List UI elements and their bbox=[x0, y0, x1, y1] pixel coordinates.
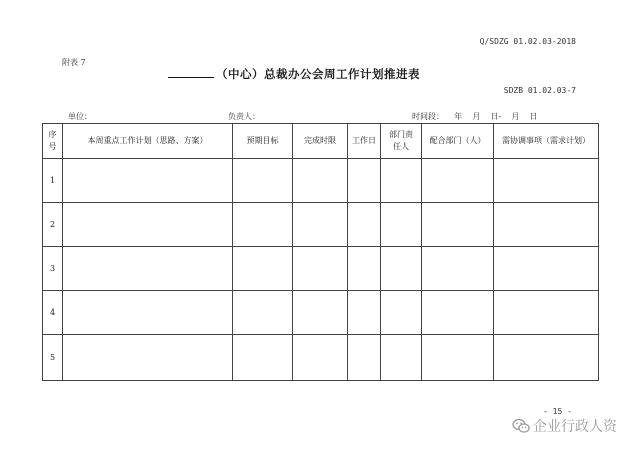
target-cell[interactable] bbox=[233, 159, 293, 203]
deadline-cell[interactable] bbox=[293, 203, 348, 247]
workday-cell[interactable] bbox=[348, 335, 381, 381]
plan-cell[interactable] bbox=[63, 335, 233, 381]
table-row bbox=[43, 247, 599, 291]
column-header-seq: 序号 bbox=[43, 124, 63, 159]
wechat-watermark bbox=[512, 416, 617, 436]
table-row bbox=[43, 159, 599, 203]
unit-label: 单位： bbox=[68, 112, 92, 121]
row-number: 2 bbox=[43, 203, 63, 247]
column-header-cooperating: 配合部门（人） bbox=[422, 124, 494, 159]
column-header-coordination: 需协调事项（需求计划） bbox=[494, 124, 599, 159]
column-header-workday: 工作日 bbox=[348, 124, 381, 159]
coordination-cell[interactable] bbox=[494, 159, 599, 203]
plan-cell[interactable] bbox=[63, 291, 233, 335]
column-header-plan: 本周重点工作计划（思路、方案） bbox=[63, 124, 233, 159]
period-label: 时间段： 年 月 日- 月 日 bbox=[412, 112, 538, 121]
cooperating-cell[interactable] bbox=[422, 247, 494, 291]
row-number: 4 bbox=[43, 291, 63, 335]
form-title-text: （中心）总裁办公会周工作计划推进表 bbox=[216, 67, 420, 81]
coordination-cell[interactable] bbox=[494, 247, 599, 291]
form-title bbox=[168, 66, 420, 82]
workday-cell[interactable] bbox=[348, 247, 381, 291]
cooperating-cell[interactable] bbox=[422, 291, 494, 335]
coordination-cell[interactable] bbox=[494, 291, 599, 335]
row-number: 3 bbox=[43, 247, 63, 291]
owner-cell[interactable] bbox=[381, 291, 422, 335]
cooperating-cell[interactable] bbox=[422, 159, 494, 203]
person-in-charge-label: 负责人： bbox=[228, 112, 260, 121]
owner-cell[interactable] bbox=[381, 247, 422, 291]
deadline-cell[interactable] bbox=[293, 291, 348, 335]
cooperating-cell[interactable] bbox=[422, 335, 494, 381]
row-number: 1 bbox=[43, 159, 63, 203]
column-header-target: 预期目标 bbox=[233, 124, 293, 159]
weekly-plan-table bbox=[42, 123, 599, 381]
plan-cell[interactable] bbox=[63, 159, 233, 203]
column-header-deadline: 完成时限 bbox=[293, 124, 348, 159]
table-row bbox=[43, 291, 599, 335]
coordination-cell[interactable] bbox=[494, 335, 599, 381]
row-number: 5 bbox=[43, 335, 63, 381]
workday-cell[interactable] bbox=[348, 291, 381, 335]
deadline-cell[interactable] bbox=[293, 247, 348, 291]
target-cell[interactable] bbox=[233, 291, 293, 335]
wechat-icon bbox=[512, 418, 530, 434]
target-cell[interactable] bbox=[233, 247, 293, 291]
plan-cell[interactable] bbox=[63, 247, 233, 291]
workday-cell[interactable] bbox=[348, 203, 381, 247]
title-blank-line bbox=[168, 66, 214, 78]
target-cell[interactable] bbox=[233, 335, 293, 381]
watermark-text: 企业行政人资 bbox=[533, 419, 617, 435]
form-code: SDZB 01.02.03-7 bbox=[503, 86, 576, 95]
owner-cell[interactable] bbox=[381, 335, 422, 381]
owner-cell[interactable] bbox=[381, 203, 422, 247]
table-row bbox=[43, 335, 599, 381]
plan-cell[interactable] bbox=[63, 203, 233, 247]
cooperating-cell[interactable] bbox=[422, 203, 494, 247]
page-number: - 15 - bbox=[543, 407, 572, 416]
document-code: Q/SDZG 01.02.03-2018 bbox=[479, 37, 576, 46]
deadline-cell[interactable] bbox=[293, 335, 348, 381]
deadline-cell[interactable] bbox=[293, 159, 348, 203]
coordination-cell[interactable] bbox=[494, 203, 599, 247]
column-header-owner: 部门责任人 bbox=[381, 124, 422, 159]
target-cell[interactable] bbox=[233, 203, 293, 247]
owner-cell[interactable] bbox=[381, 159, 422, 203]
appendix-label: 附表 7 bbox=[62, 58, 86, 67]
table-row bbox=[43, 203, 599, 247]
workday-cell[interactable] bbox=[348, 159, 381, 203]
table-header-row bbox=[43, 124, 599, 159]
